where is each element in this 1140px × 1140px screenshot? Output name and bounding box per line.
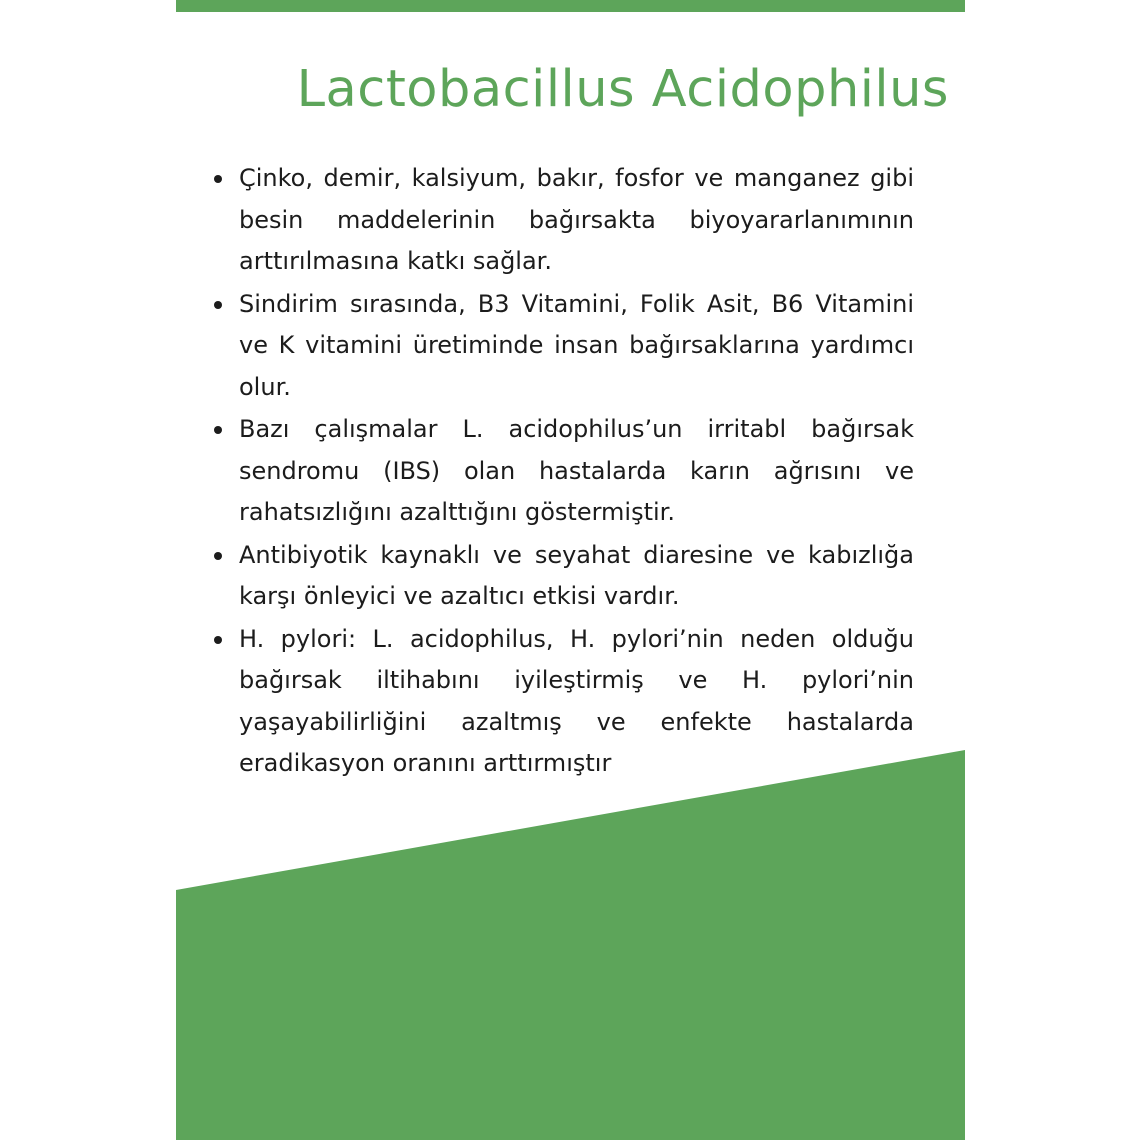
diagonal-green-band <box>176 750 965 1140</box>
benefit-item-1: Çinko, demir, kalsiyum, bakır, fosfor ve manganez gibi besin maddelerinin bağırsakta biyoyararlanımının arttırılmasına katkı sağlar. <box>212 158 914 283</box>
page-title: Lactobacillus Acidophilus <box>296 60 949 119</box>
benefit-item-2: Sindirim sırasında, B3 Vitamini, Folik Asit, B6 Vitamini ve K vitamini üretiminde insan bağırsaklarına yardımcı olur. <box>212 284 914 409</box>
benefit-item-5: H. pylori: L. acidophilus, H. pylori’nin neden olduğu bağırsak iltihabını iyileştirmiş ve H. pylori’nin yaşayabilirliğini azaltmış ve enfekte hastalarda eradikasyon oranını arttırmıştır <box>212 619 914 785</box>
benefit-item-4: Antibiyotik kaynaklı ve seyahat diaresine ve kabızlığa karşı önleyici ve azaltıcı etkisi vardır. <box>212 535 914 618</box>
info-card <box>176 0 965 1140</box>
benefit-item-3: Bazı çalışmalar L. acidophilus’un irritabl bağırsak sendromu (IBS) olan hastalarda karın ağrısını ve rahatsızlığını azalttığını göstermiştir. <box>212 409 914 534</box>
benefit-list <box>212 158 914 786</box>
